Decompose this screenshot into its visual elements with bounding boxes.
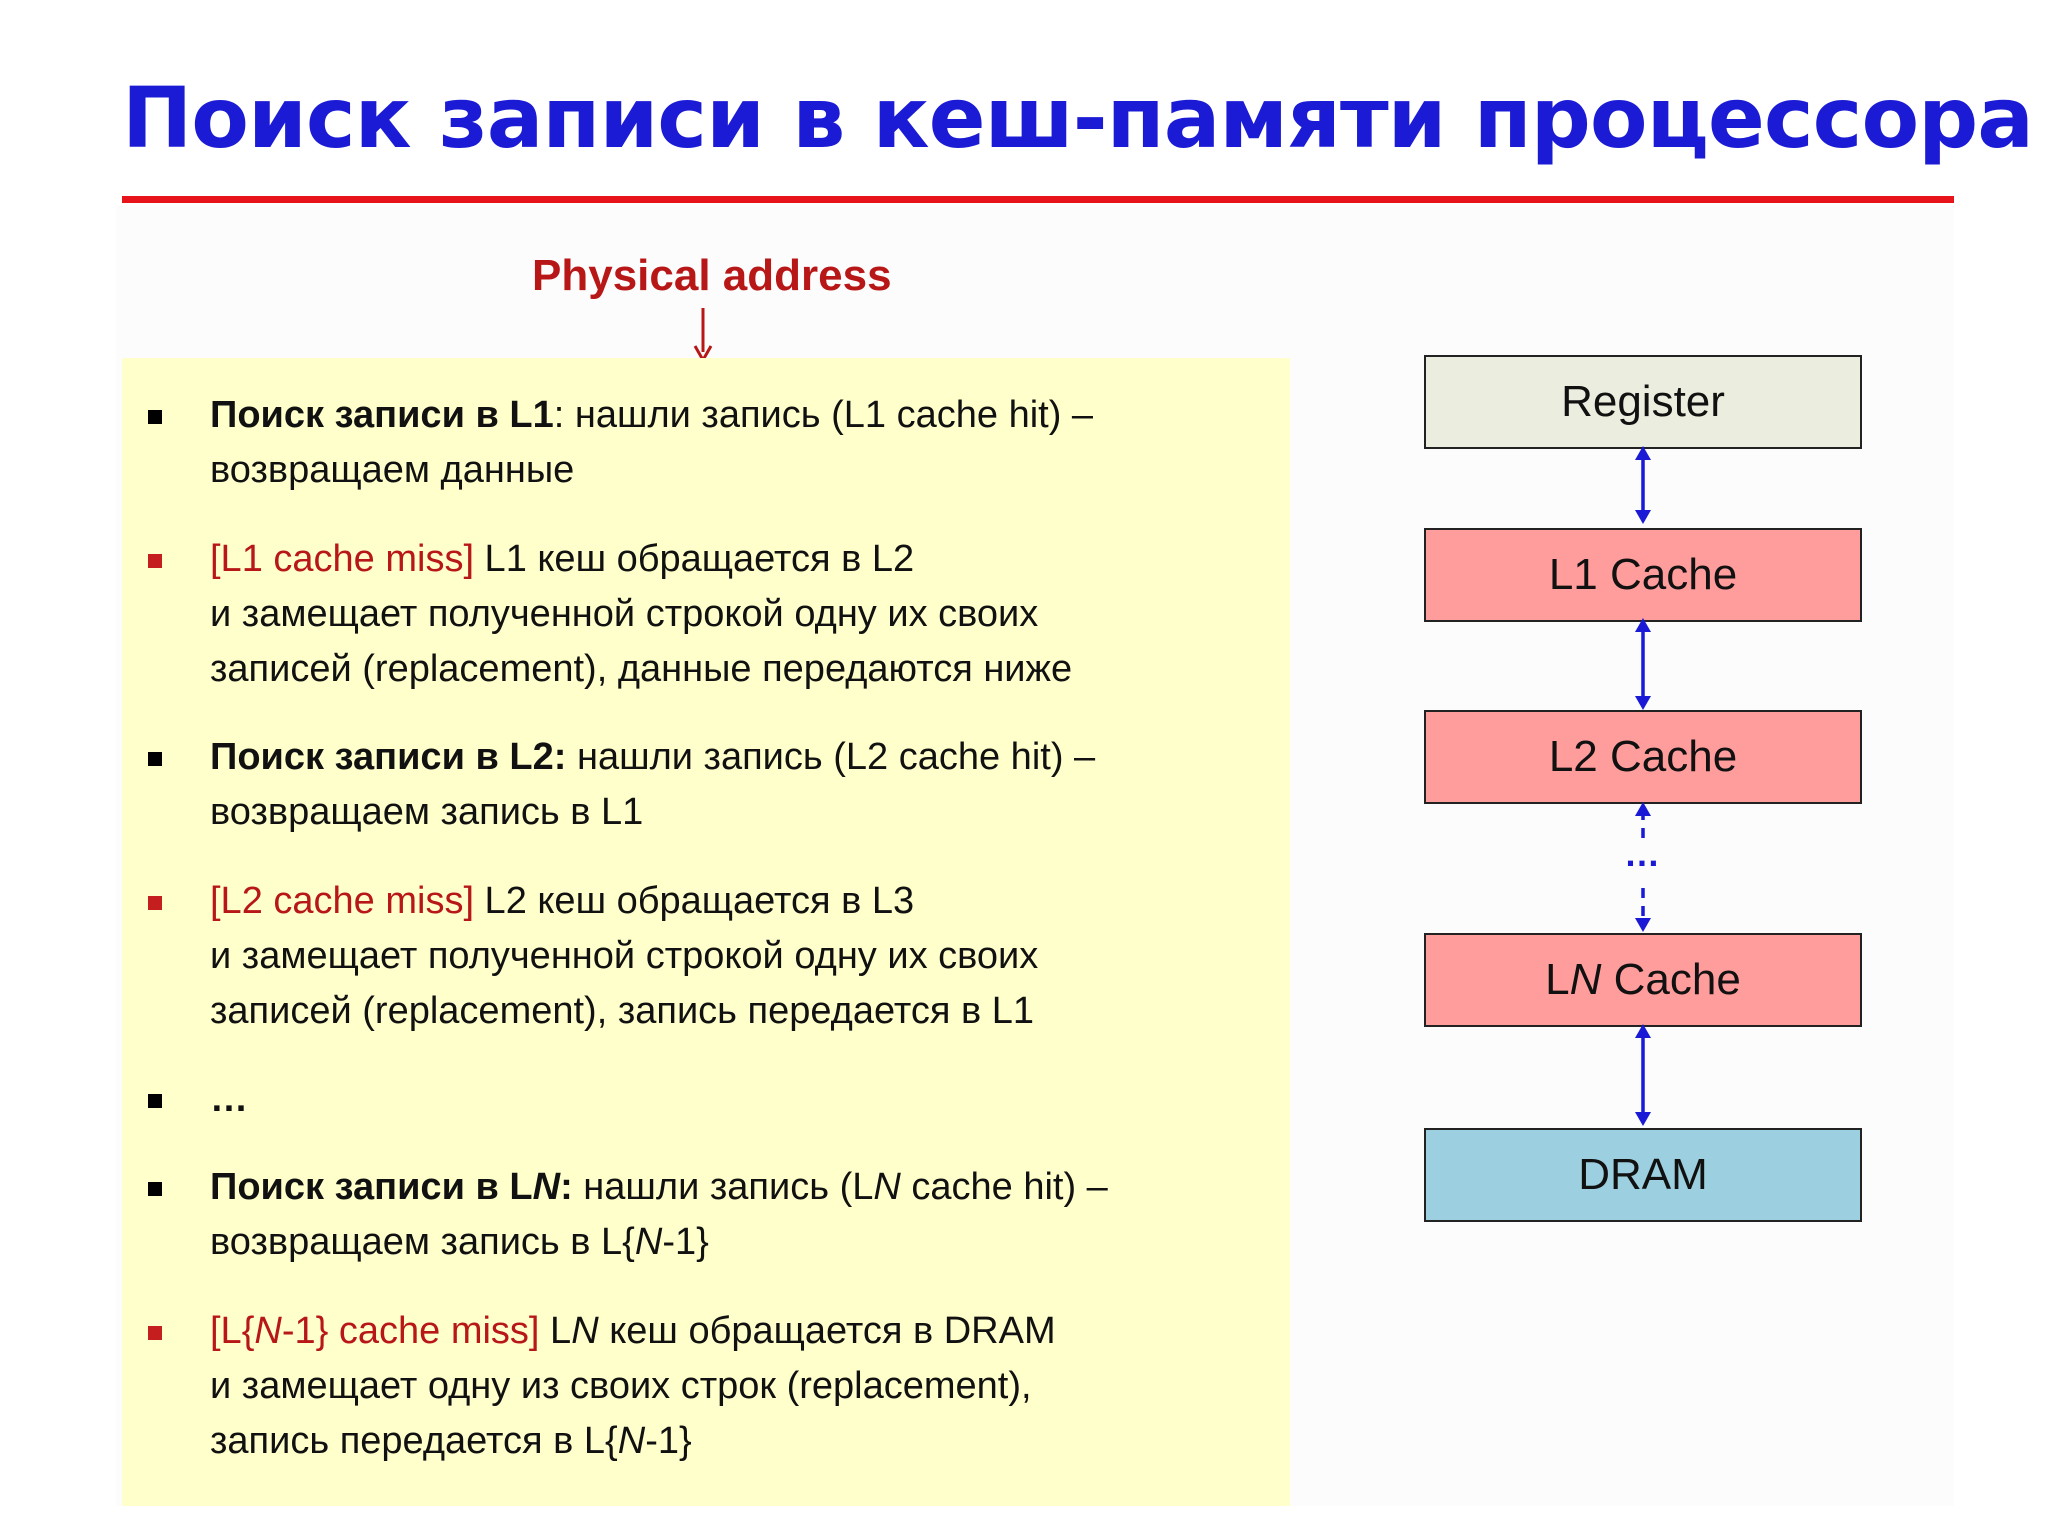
bullet-line [210, 388, 1260, 443]
bullet-segment: N [634, 1221, 663, 1263]
bullet-segment: Поиск записи в L1 [210, 394, 554, 436]
bullet-marker-icon [148, 554, 162, 568]
bullet-segment: : нашли запись (L1 cache hit) – [553, 394, 1094, 436]
double-arrow-icon [1635, 696, 1651, 710]
bullet-line [210, 929, 1260, 984]
ln-cache-label-prefix: L [1545, 955, 1570, 1004]
bullet-line [210, 785, 1260, 840]
register-label: Register [1561, 377, 1725, 426]
bullet-line [210, 984, 1260, 1039]
bullet-marker-icon [148, 1326, 162, 1340]
double-arrow-icon [1635, 618, 1651, 632]
bullet-segment: записей (replacement), данные передаются ниже [210, 648, 1073, 690]
bullet-segment: L2 кеш обращается в L3 [474, 880, 915, 922]
double-arrow-icon [1635, 510, 1651, 524]
bullet-text [210, 1072, 1260, 1127]
bullet-segment: L1 кеш обращается в L2 [474, 538, 915, 580]
bullet-text [210, 874, 1260, 1039]
ln-cache-label-var: N [1569, 955, 1602, 1004]
bullet-line [210, 1414, 1260, 1469]
bullet-segment: [L{ [210, 1310, 255, 1352]
bullet-marker-icon [148, 1094, 162, 1108]
bullet-segment: запись передается в L{ [210, 1420, 618, 1462]
bullet-line [210, 874, 1260, 929]
ln-cache-label-suffix: Cache [1601, 955, 1741, 1004]
bullet-marker-icon [148, 752, 162, 766]
bullet-text [210, 532, 1260, 697]
bullet-line [210, 730, 1260, 785]
bullet-line [210, 1359, 1260, 1414]
bullet-marker-icon [148, 410, 162, 424]
l2-cache-label: L2 Cache [1548, 732, 1738, 781]
arrow-register-l1 [1635, 446, 1651, 524]
bullet-line [210, 532, 1260, 587]
bullet-line [210, 443, 1260, 498]
bullet-segment: кеш обращается в DRAM [598, 1310, 1056, 1352]
bullet-marker-icon [148, 1182, 162, 1196]
down-arrow-icon [691, 308, 715, 362]
arrow-l1-l2 [1635, 618, 1651, 710]
bullet-segment: возвращаем запись в L{ [210, 1221, 635, 1263]
bullet-text [210, 1304, 1260, 1469]
bullet-segment: нашли запись (L2 cache hit) – [566, 736, 1096, 778]
title-underline [122, 196, 1954, 203]
hierarchy-ellipsis: … [1624, 833, 1660, 874]
bullet-text [210, 1160, 1260, 1270]
bullet-segment: -1} [662, 1221, 709, 1263]
bullet-segment: [L2 cache miss] [210, 880, 474, 922]
bullet-segment: … [210, 1078, 248, 1120]
bullet-segment: и замещает полученной строкой одну их своих [210, 593, 1039, 635]
bullet-segment: -1} cache miss] [281, 1310, 540, 1352]
down-arrow-icon [1635, 918, 1651, 932]
arrow-ellipsis-ln [1635, 888, 1651, 932]
bullet-segment: возвращаем запись в L1 [210, 791, 644, 833]
bullet-text [210, 730, 1260, 840]
l1-cache-label: L1 Cache [1548, 550, 1738, 599]
arrow-ln-dram [1635, 1024, 1651, 1126]
bullet-segment: [L1 cache miss] [210, 538, 474, 580]
bullet-segment: Поиск записи в L2: [210, 736, 567, 778]
bullet-segment: нашли запись (L [572, 1166, 874, 1208]
bullet-segment: Поиск записи в L [210, 1166, 533, 1208]
double-arrow-icon [1635, 446, 1651, 460]
bullet-segment: -1} [645, 1420, 692, 1462]
bullet-line [210, 587, 1260, 642]
bullet-segment: и замещает одну из своих строк (replacement), [210, 1365, 1032, 1407]
bullet-line [210, 1072, 1260, 1127]
bullet-segment: N [571, 1310, 599, 1352]
bullet-segment: N [617, 1420, 646, 1462]
bullet-segment: возвращаем данные [210, 449, 575, 491]
bullet-segment: cache hit) – [900, 1166, 1108, 1208]
bullet-segment: N [254, 1310, 282, 1352]
up-arrow-icon [1635, 802, 1651, 816]
slide-title: Поиск записи в кеш-памяти процессора [122, 69, 2033, 167]
bullet-line [210, 642, 1260, 697]
double-arrow-icon [1635, 1024, 1651, 1038]
register-box [1424, 355, 1862, 449]
bullet-marker-icon [148, 896, 162, 910]
bullet-line [210, 1160, 1260, 1215]
bullet-segment: и замещает полученной строкой одну их своих [210, 935, 1039, 977]
bullet-segment: : [560, 1166, 573, 1208]
dram-box [1424, 1128, 1862, 1222]
bullet-text [210, 388, 1260, 498]
bullet-segment: N [873, 1166, 901, 1208]
bullet-segment: N [532, 1166, 561, 1208]
arrow-l2-ellipsis [1635, 802, 1651, 846]
hierarchy-arrows [1600, 440, 1690, 1140]
double-arrow-icon [1635, 1112, 1651, 1126]
dram-label: DRAM [1578, 1150, 1708, 1199]
bullet-line [210, 1304, 1260, 1359]
physical-address-label: Physical address [532, 251, 892, 300]
bullet-segment: L [539, 1310, 572, 1352]
bullet-segment: записей (replacement), запись передается в L1 [210, 990, 1034, 1032]
bullet-line [210, 1215, 1260, 1270]
